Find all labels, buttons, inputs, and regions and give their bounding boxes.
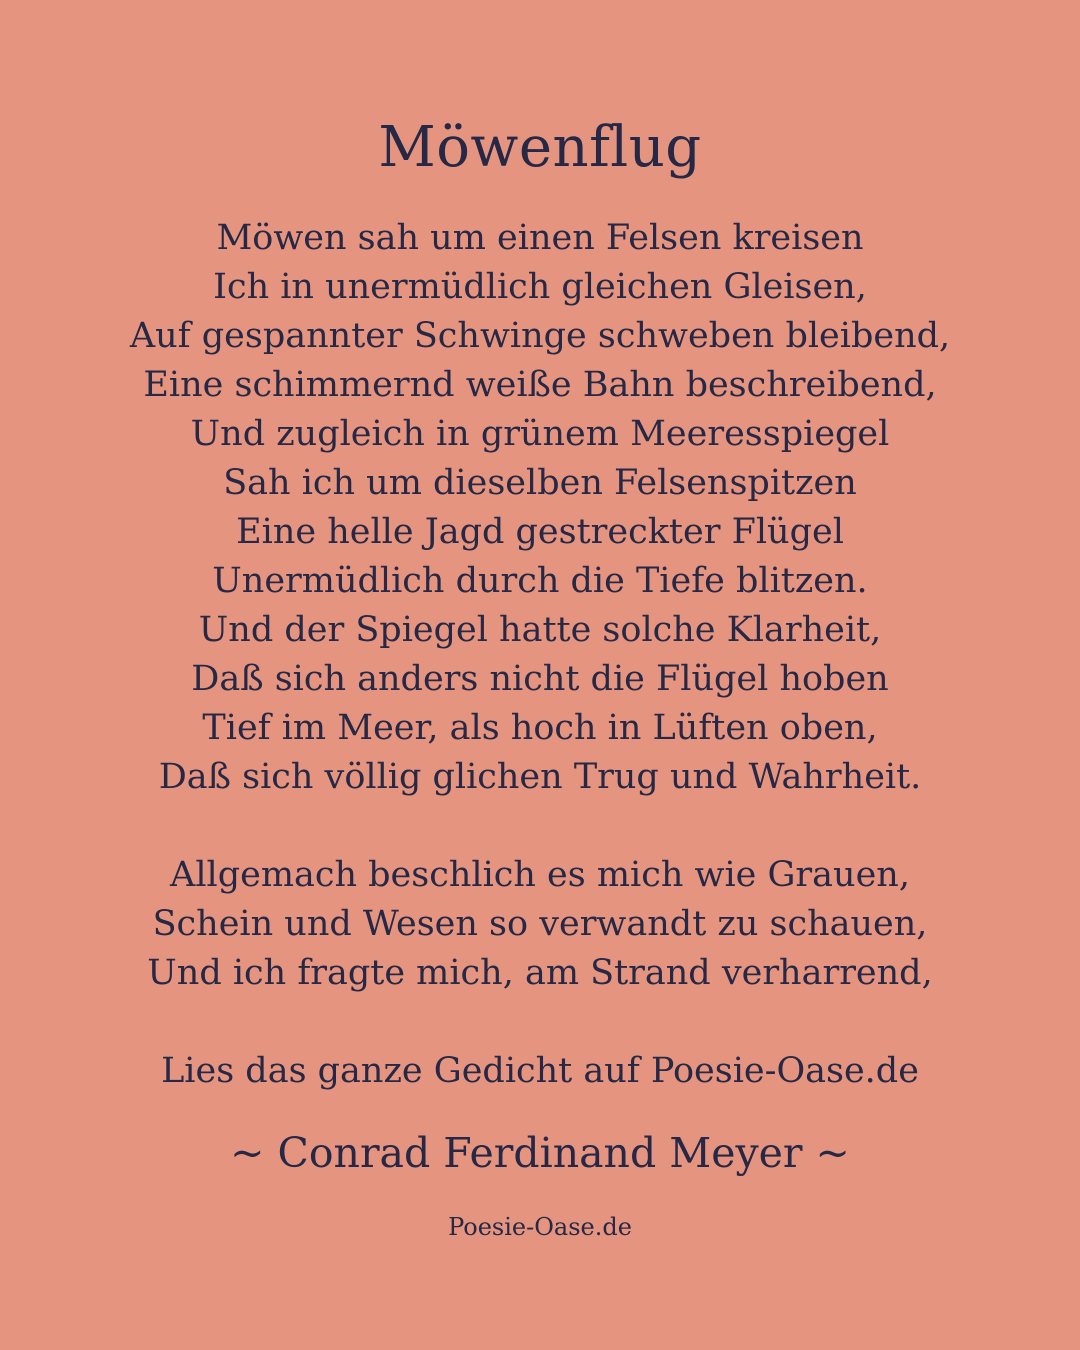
poem-line: Daß sich völlig glichen Trug und Wahrheit. bbox=[158, 757, 922, 797]
poem-line: Eine helle Jagd gestreckter Flügel bbox=[236, 512, 844, 552]
source-label: Poesie-Oase.de bbox=[448, 1213, 632, 1241]
read-more-text: Lies das ganze Gedicht auf Poesie-Oase.de bbox=[161, 1051, 919, 1091]
poem-line: Schein und Wesen so verwandt zu schauen, bbox=[152, 904, 928, 944]
poem-line: Sah ich um dieselben Felsenspitzen bbox=[223, 463, 857, 503]
poem-line: Und zugleich in grünem Meeresspiegel bbox=[190, 414, 890, 454]
stanza-1 bbox=[0, 214, 1080, 802]
poem-line: Ich in unermüdlich gleichen Gleisen, bbox=[213, 267, 867, 307]
author-name: ~ Conrad Ferdinand Meyer ~ bbox=[230, 1129, 850, 1177]
poem-line: Möwen sah um einen Felsen kreisen bbox=[216, 218, 864, 258]
poem-line: Auf gespannter Schwinge schweben bleibend, bbox=[129, 316, 951, 356]
poem-line: Allgemach beschlich es mich wie Grauen, bbox=[170, 855, 910, 895]
poem-line: Daß sich anders nicht die Flügel hoben bbox=[191, 659, 889, 699]
poem-line: Und der Spiegel hatte solche Klarheit, bbox=[198, 610, 882, 650]
poem-line: Eine schimmernd weiße Bahn beschreibend, bbox=[143, 365, 937, 405]
poem-line: Und ich fragte mich, am Strand verharrend, bbox=[147, 953, 933, 993]
poem-title: Möwenflug bbox=[378, 115, 702, 180]
poem-line: Unermüdlich durch die Tiefe blitzen. bbox=[212, 561, 868, 601]
poem-line: Tief im Meer, als hoch in Lüften oben, bbox=[202, 708, 878, 748]
stanza-2 bbox=[0, 851, 1080, 998]
